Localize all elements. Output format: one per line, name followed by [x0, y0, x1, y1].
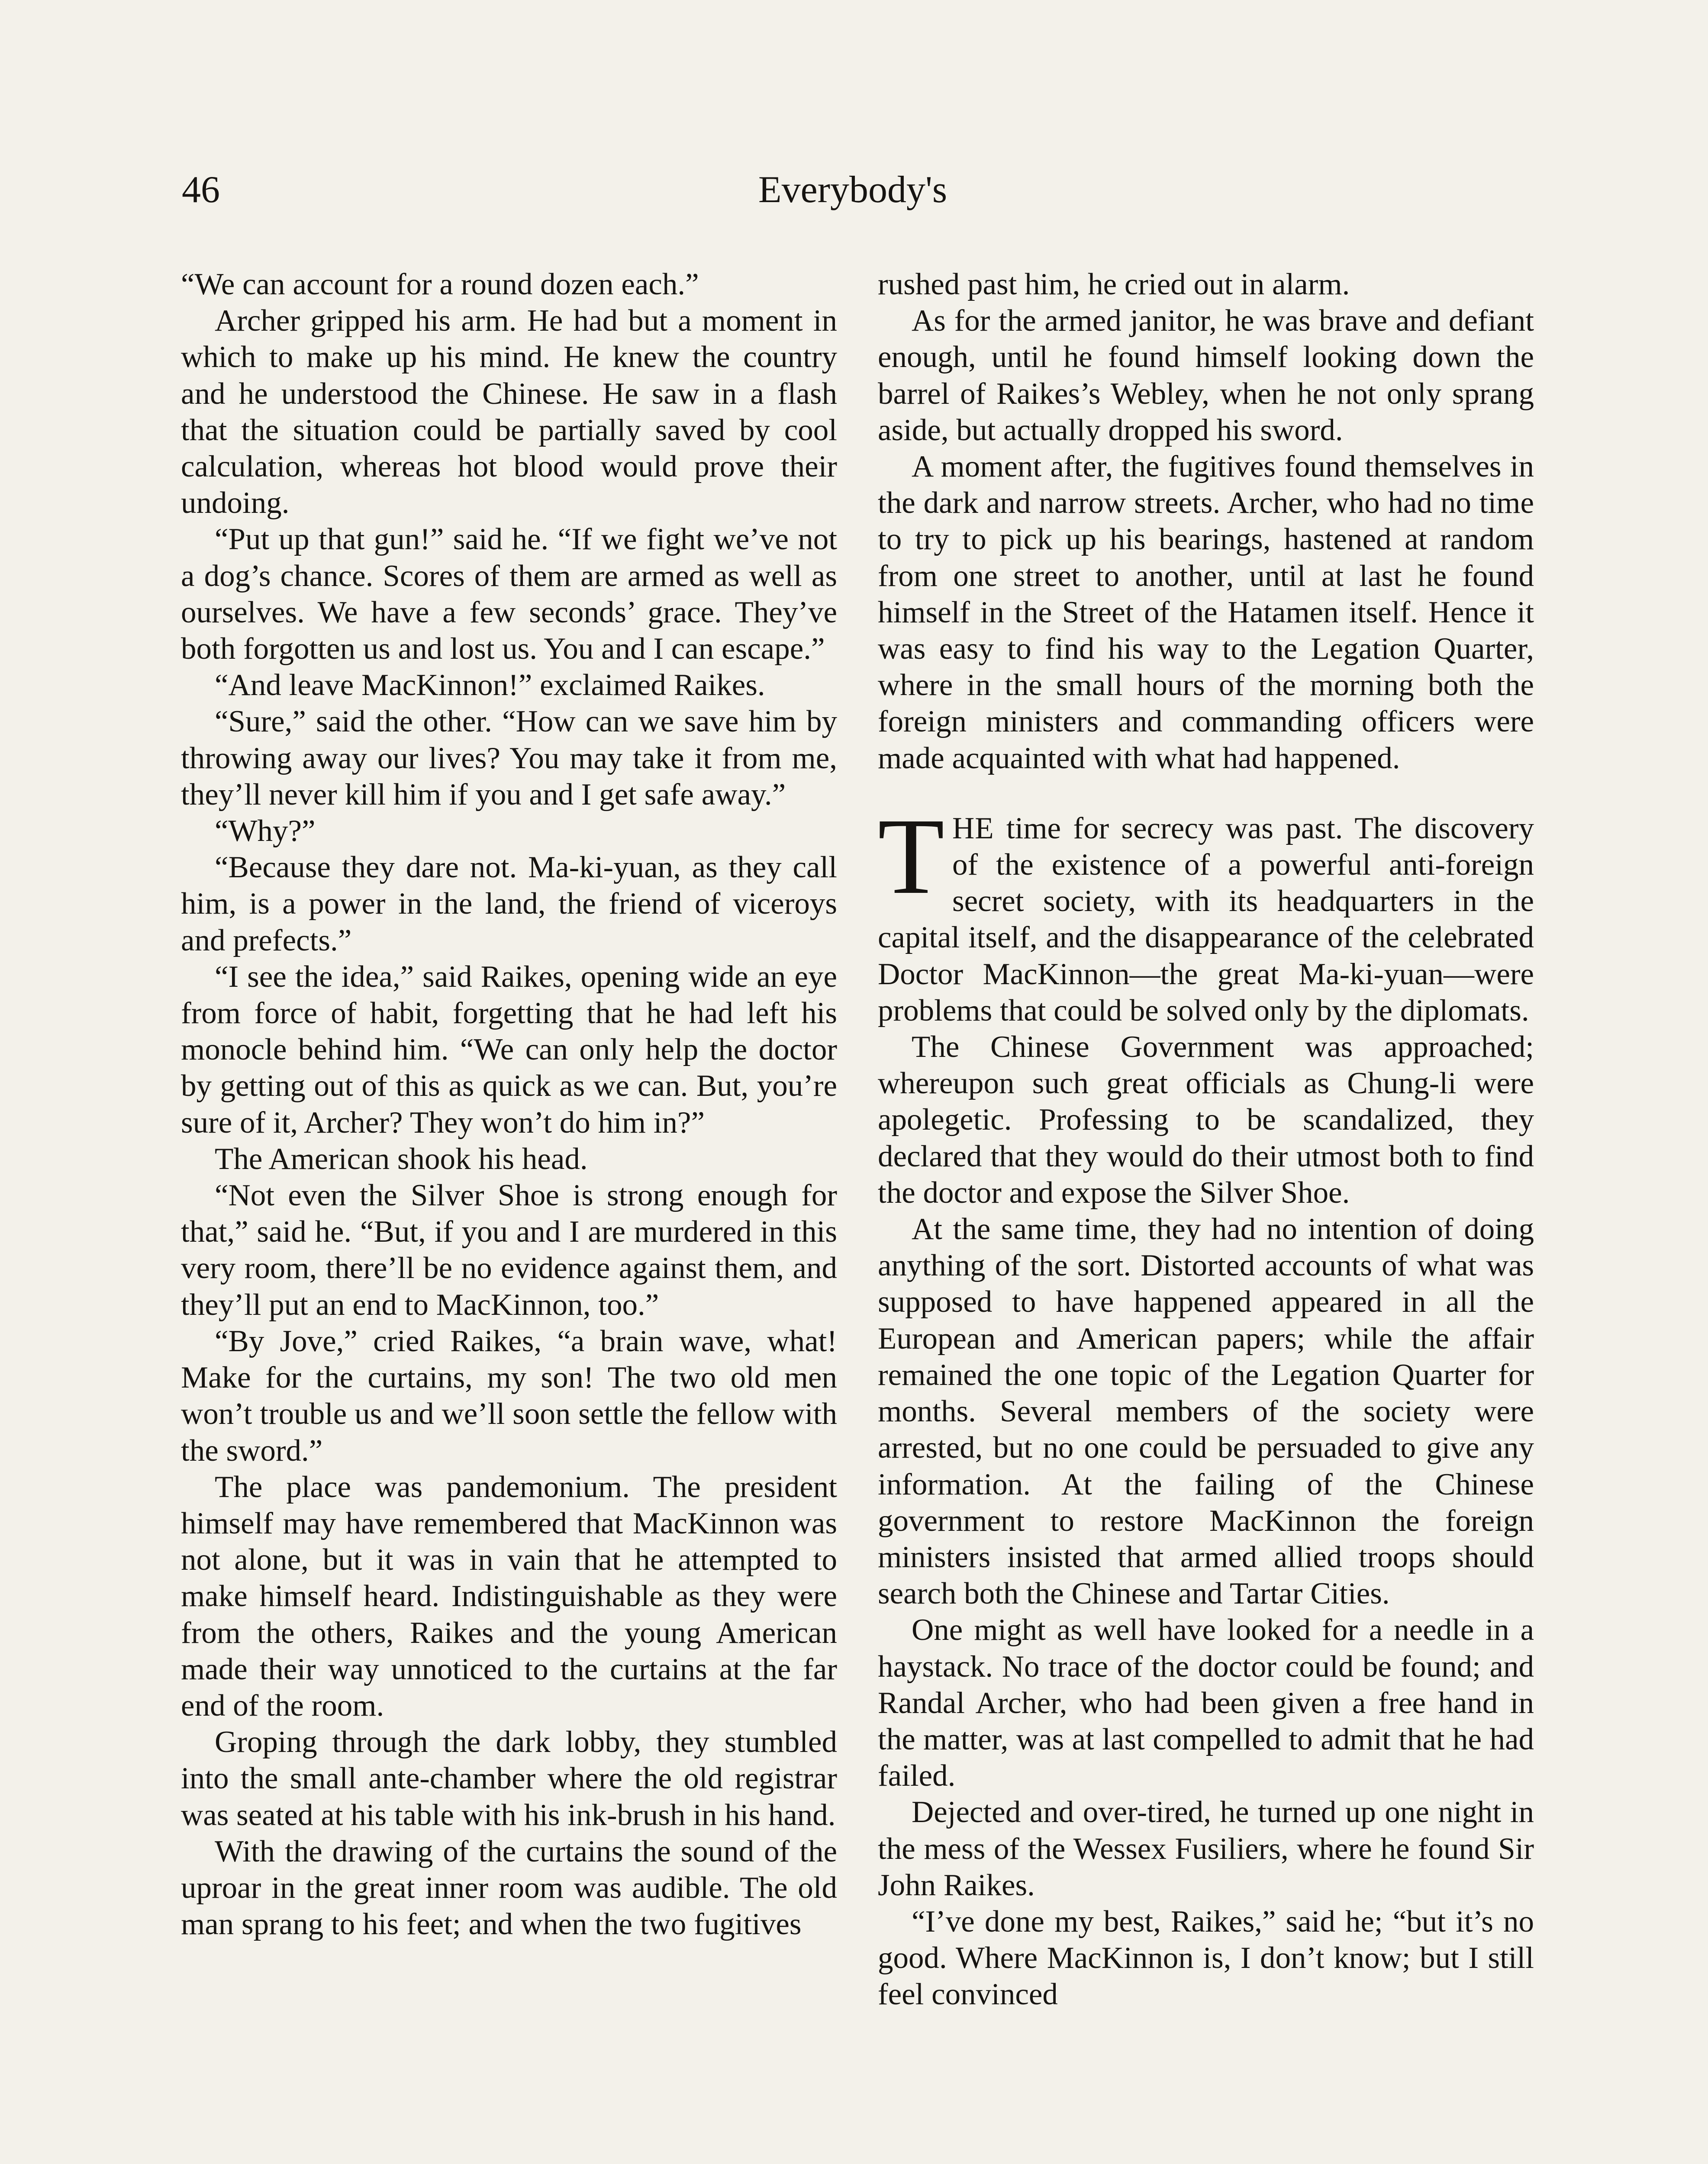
paragraph: “I’ve done my best, Raikes,” said he; “but it’s no good. Where MacKinnon is, I don’t know; but I still feel convinced — [878, 1904, 1534, 2012]
paragraph: The Chinese Government was approached; whereupon such great officials as Chung-li were apolegetic. Professing to be scandalized, they declared that they would do their utmost both to find the doctor and expose the Silver Shoe. — [878, 1030, 1534, 1210]
paragraph: “And leave MacKinnon!” exclaimed Raikes. — [215, 668, 765, 702]
paragraph: Groping through the dark lobby, they stumbled into the small ante-chamber where the old registrar was seated at his table with his ink-brush in his hand. — [181, 1725, 837, 1832]
section-opening-paragraph — [878, 795, 1534, 1029]
paragraph: “We can account for a round dozen each.” — [181, 267, 699, 301]
paragraph: As for the armed janitor, he was brave and defiant enough, until he found himself looking down the barrel of Raikes’s Webley, when he not only sprang aside, but actually dropped his sword. — [878, 304, 1534, 447]
page-number: 46 — [182, 169, 220, 211]
drop-cap: T — [878, 795, 944, 917]
paragraph: The place was pandemonium. The president himself may have remembered that MacKinnon was not alone, but it was in vain that he attempted to make himself heard. Indistinguishable as they were from the others, Raikes and the young American made their way unnoticed to the curtains at the far end of the room. — [181, 1470, 837, 1723]
paragraph: “Put up that gun!” said he. “If we fight we’ve not a dog’s chance. Scores of them are armed as well as ourselves. We have a few seconds’ grace. They’ve both forgotten us and lost us. You and I can escape.” — [181, 522, 837, 666]
paragraph: At the same time, they had no intention of doing anything of the sort. Distorted accounts of what was supposed to have happened appeared in all the European and American papers; while the affair remained the one topic of the Legation Quarter for months. Several members of the society were arrested, but no one could be persuaded to give any information. At the failing of the Chinese government to restore MacKinnon the foreign ministers insisted that armed allied troops should search both the Chinese and Tartar Cities. — [878, 1212, 1534, 1611]
running-title: Everybody's — [758, 169, 947, 211]
paragraph: The American shook his head. — [215, 1142, 588, 1176]
paragraph: With the drawing of the curtains the sound of the uproar in the great inner room was audible. The old man sprang to his feet; and when the two fugitives — [181, 1834, 837, 1942]
section-break — [878, 776, 1534, 810]
paragraph-text: time for secrecy was past. The discovery of the existence of a powerful anti-foreign secret society, with its headquarters in the capital itself, and the disappearance of the celebrated Doctor MacKinnon—the great Ma-ki-yuan—were problems that could be solved only by the diplomats. — [878, 811, 1534, 1027]
left-column — [181, 266, 837, 1942]
paragraph: “By Jove,” cried Raikes, “a brain wave, what! Make for the curtains, my son! The two old men won’t trouble us and we’ll soon settle the fellow with the sword.” — [181, 1324, 837, 1468]
small-caps-word: HE — [952, 811, 994, 845]
paragraph: “Sure,” said the other. “How can we save him by throwing away our lives? You may take it from me, they’ll never kill him if you and I get safe away.” — [181, 705, 837, 812]
paragraph: “I see the idea,” said Raikes, opening wide an eye from force of habit, forgetting that he had left his monocle behind him. “We can only help the doctor by getting out of this as quick as we can. But, you’re sure of it, Archer? They won’t do him in?” — [181, 960, 837, 1140]
paragraph: Archer gripped his arm. He had but a moment in which to make up his mind. He knew the country and he understood the Chinese. He saw in a flash that the situation could be partially saved by cool calculation, whereas hot blood would prove their undoing. — [181, 304, 837, 520]
paragraph: “Not even the Silver Shoe is strong enough for that,” said he. “But, if you and I are murdered in this very room, there’ll be no evidence against them, and they’ll put an end to MacKinnon, too.” — [181, 1179, 837, 1322]
paragraph: Dejected and over-tired, he turned up one night in the mess of the Wessex Fusiliers, where he found Sir John Raikes. — [878, 1795, 1534, 1902]
paragraph: rushed past him, he cried out in alarm. — [878, 267, 1350, 301]
paragraph: One might as well have looked for a needle in a haystack. No trace of the doctor could be found; and Randal Archer, who had been given a free hand in the matter, was at last compelled to admit that he had failed. — [878, 1613, 1534, 1793]
paragraph: A moment after, the fugitives found themselves in the dark and narrow streets. Archer, who had no time to try to pick up his bearings, hastened at random from one street to another, until at last he found himself in the Street of the Hatamen itself. Hence it was easy to find his way to the Legation Quarter, where in the small hours of the morning both the foreign ministers and commanding officers were made acquainted with what had happened. — [878, 450, 1534, 775]
right-column — [878, 266, 1534, 2013]
paragraph: “Because they dare not. Ma-ki-yuan, as they call him, is a power in the land, the friend of viceroys and prefects.” — [181, 850, 837, 957]
paragraph: “Why?” — [215, 814, 316, 848]
